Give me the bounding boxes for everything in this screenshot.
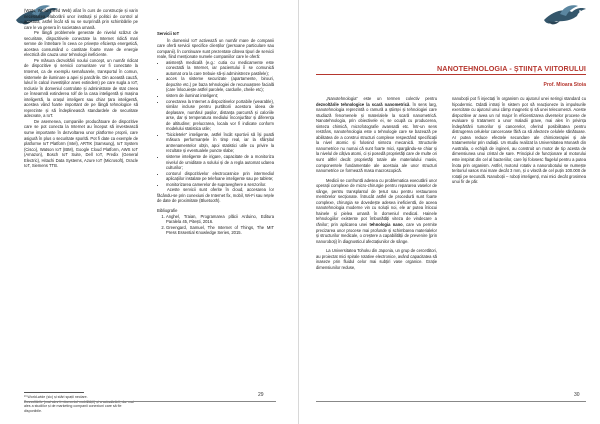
paragraph: Aceste servicii sunt oferite în cloud, accesarea lor făcându-se prin conexiuni de Internet fix, mobil, Wi-Fi sau rețele de date de proximitate (Bluetooth). <box>157 187 274 204</box>
paragraph: (WSN, World-Sized Web) afiat în curs de construcție și varin necesitatea elaborării unor instituții și politici de control al acestuia, astfel încât să nu se surprindă prin schimbările pe care le va genera în societatea umană. <box>24 8 138 30</box>
paragraph <box>316 178 437 245</box>
list-item: • asistență medicală (e.g.: cutia cu medicamente este conectată la Internet, iar pacientului îi se comunică automat ora la care trebuie să-și administreze pastilele); <box>166 60 274 77</box>
bibliography-heading: Bibliografie <box>157 207 178 213</box>
left-column-2 <box>157 31 274 236</box>
footnote-divider <box>24 392 84 393</box>
article-author: Prof. Mioara Stoia <box>543 82 586 88</box>
paragraph: nanoboții pot fi injectați în organism cu ajutorul unei seringi standard cu hipodermic. Odată intrați în sistem pot să reacționeze la impulsurile exercitate cu ajutorul unui câmp magnetic și să unei telecomenzi. Aceste dispozitive ar avea un rol major în eficientizarea diverselor procese de evaluare și tratament a unor maladii grave, mai ales în privința îndepărtării tumorilor și cancerelor, oferind posibilitatea pentru distrugerea celulelor canceroase fără ca să afecteze celulele sănătoase. Ar putea reduce efectele secundare ale chimioterapiei și ale tratamentelor prin radiații. Un studiu realizat la Universitatea Monash din Australia, o echipă de ingineri, au construit un motor de tip acesta de dimensiunea unui cristal de sare. Principiul de funcționare al motorului este inspirat din cel al bacteriilor, care își folosesc flagelul pentru a putea înota prin organism. Astfel, motorul rotativ a nanorobotului se numește teritoriul vasos mai mare decât 3 mm, și o viteză de cel puțin 100.000 de rotații pe secundă. Nanoboții – roboți inteligenți, mai mici decât grosimea unui fir de păr. <box>452 96 586 185</box>
right-column-2 <box>452 96 586 185</box>
bibliography-item: 1. Anghel, Traian, Programarea plăcii Arduino, Editura Paralela 45, Pitești, 2016. <box>166 214 274 225</box>
page-footer-rule <box>24 401 276 402</box>
paragraph <box>316 96 437 174</box>
emphasis: restaurarea <box>415 188 437 194</box>
list-item: • conectarea la Internet a dispozitivelor portabile (wearable), similar incluse pentru purtătorii acestora ideea de deplasare, numărul pașilor, distanța parcursă și caloriile arse, dar și temperatura mediului înconjurător și diferența de altitudine; prelucrarea, locala vor fi indicate conform modelului statistica utile; <box>166 99 274 132</box>
list-item: • monitorizarea camerelor de supraveghere a senzorilor. <box>166 182 274 188</box>
bibliography-item: 2. Greengard, Samuel, The Internet of Things, The MIT Press Essential Knowledge Series, 2015. <box>166 225 274 236</box>
text: . În sens larg, nanotehnologia reprezintă o ramură a științei și tehnologiei care studiază fenomenele și materialele la scară nanometrică. Nanotehnologia, prin obiectivele ei, se ocupă cu producerea, sinteza chimică, microfotografie avansată etc. Într-un sens restrâns, nanotehnologia este o tehnologie care se bazează pe abilitatea de a construi structuri complexe respectând specificații la nivel atomic și folosind sinteza mecanică. Structurile nanometrice nu numai că sunt foarte mici, spargându-se chiar și la nivelul de câțiva atomi, ci și posedă proprietăți care de multe ori sunt altfel decât proprietăți totale ale materialului masiv, componentele fundamentale ale acestuia ale unor structuri nanometrice ce formează masa macroscopică. <box>316 101 438 174</box>
page-footer-rule <box>316 401 586 402</box>
list-item: • contorul dispozitivelor electrocasnice prin intermediul aplicațiilor instalate pe telefoane inteligente sau pe tablete; <box>166 171 274 182</box>
bird-logo-icon <box>542 4 588 30</box>
list-item: • "bicicletele" inteligente, astfel încât sportivii să își poată măsura performanțele în timp real, iar la sfârșitul antrenamentelor obțin, apoi statistici utile cu privire la rezultate și eventualele puncte slabe; <box>166 132 274 154</box>
right-page <box>300 0 600 424</box>
left-column-1 <box>24 8 138 169</box>
right-column-1 <box>316 96 437 270</box>
article-title: NANOTEHNOLOGIA - ȘTIINȚA VIITORULUI <box>437 64 586 73</box>
paragraph: Pe lângă problemele generate de nivelul scăzut de securitate, dispozitivele conectate la Internet ridică mari semne de întrebare în ceea ce privește eficiența energetică, acestea consumând o cantitate foarte mare de energie electrică din cauza unor tehnologii ineficiente. <box>24 30 138 58</box>
text: membrelor secționate. Întrucât astfel de procedură sunt foarte complexe, chirurgia se dovedește adesea ineficientă, de aceea nanotehnologia moderne vin cu soluții noi, ele ar putea înlocui hainele și pielea umană în domeniul medical. Hainele tehnologiilor existente pot îmbunătăți viteza de vindecare a rănilor; prin aplicarea unei <box>316 194 437 228</box>
title-rule <box>316 74 586 75</box>
paragraph: De asemenea, companiile producătoare de dispozitive care se pot conecta la Internet au început să investească sume importante în dezvoltarea unor platforme proprii, care asigură în plus o securitate sporită. Pot fi date ca exemple de platforme IoT Platform (Intel), ARTIK (Samsung), IoT System (Cisco), Watson IoT (IBM), Google Cloud Platform, AWS IoT (Amazon), Bosch IoT Suite, Dell IoT, Predix (General Electric), Hitachi Data Systems, Azure IoT (Microsoft), Oracle IoT, Siemens TTB. <box>24 118 138 169</box>
footnotes <box>24 395 136 413</box>
page-number: 30 <box>574 392 580 398</box>
footnote: Dezvoltările (mai ales în domeniul mobilității) și a actualizării, dar mai ales a studiilor și de marketing companii conexiuni care să fie disponibile. <box>24 399 134 413</box>
text: Medicii se confruntă adesea cu problematica executării unor operații complexe de micro-chirurgie pentru repararea vaselor de sânge, pentru transplantul de țesut sau pentru <box>316 177 437 194</box>
paragraph: La Universitatea Tohoku din Japonia, un grup de cercetători, au proiectat mici spirale rotative electronice, având capacitatea să inaseze prin fluidul celor mai subțiri vase organice. Grație dimensiunilor reduse, <box>316 248 437 270</box>
emphasis: tehnologia nano <box>369 222 403 228</box>
paragraph: Pe măsura dezvoltării noului concept, un număr ridicat de dispozitive și servicii comunitare vor fi conectate la Internet, ca de exemplu semafoarele, transportul în comun, sistemele de iluminare a apei și parcările. Din această cauză, lukul în calcul investițiilor anes extindem) pe care sugla a IoT, Inclusiv în domeniul controlate și administrate de stat creea ce înseamnă extinderea rolf de la casa inteligentă și mașina inteligentă, la orașul inteligent sau chiar țara inteligentă, acestea vând foarte important de pe lângă tehnologice să reprezinte și să îndeplinească standardele de securitate adecvate, a IoT. <box>24 57 138 119</box>
bibliography-list <box>157 214 274 236</box>
services-list <box>157 60 274 188</box>
list-item: • acces la sisteme securizate (apartamente, birouri, depozite etc.) pe baza tehnologiei de recunoaștere facială (care înlocuiește astfel parolele, cardurile, cheile etc); <box>166 76 274 93</box>
page-number: 29 <box>258 392 264 398</box>
emphasis: dezvoltările tehnologice la scară nanometrică <box>316 101 410 107</box>
section-heading: Servicii IoT <box>157 31 180 36</box>
text: , care va permite precizarea unor procese mai profunde și schimbarea materialelor și structurilor medicale, o creștere a capabilității de prevenire (prin nanoroboți) în diagnosticul afectațiunilor de sânge. <box>316 222 437 244</box>
list-item: • sisteme inteligente de irigare, capacitate de a monitoriza nivelul de umiditate a solului și de a regla automat udarea culturilor; <box>166 154 274 171</box>
left-page <box>0 0 299 424</box>
text: „Nanotehnologia” este un termen colectiv pentru <box>326 96 437 101</box>
list-item: • sistem de iluminat inteligent; <box>166 93 274 99</box>
footnote: ¹³ World-wide (sic) și stări spații neclare. <box>24 395 88 399</box>
paragraph: În domeniul IoT activează un număr mare de companii care oferă servicii specifice clienților (persoane particulare sau companii). În continuare sunt prezentate câteva tipuri de servicii reale, fiind menționate numele companiilor care le oferă: <box>157 37 274 60</box>
